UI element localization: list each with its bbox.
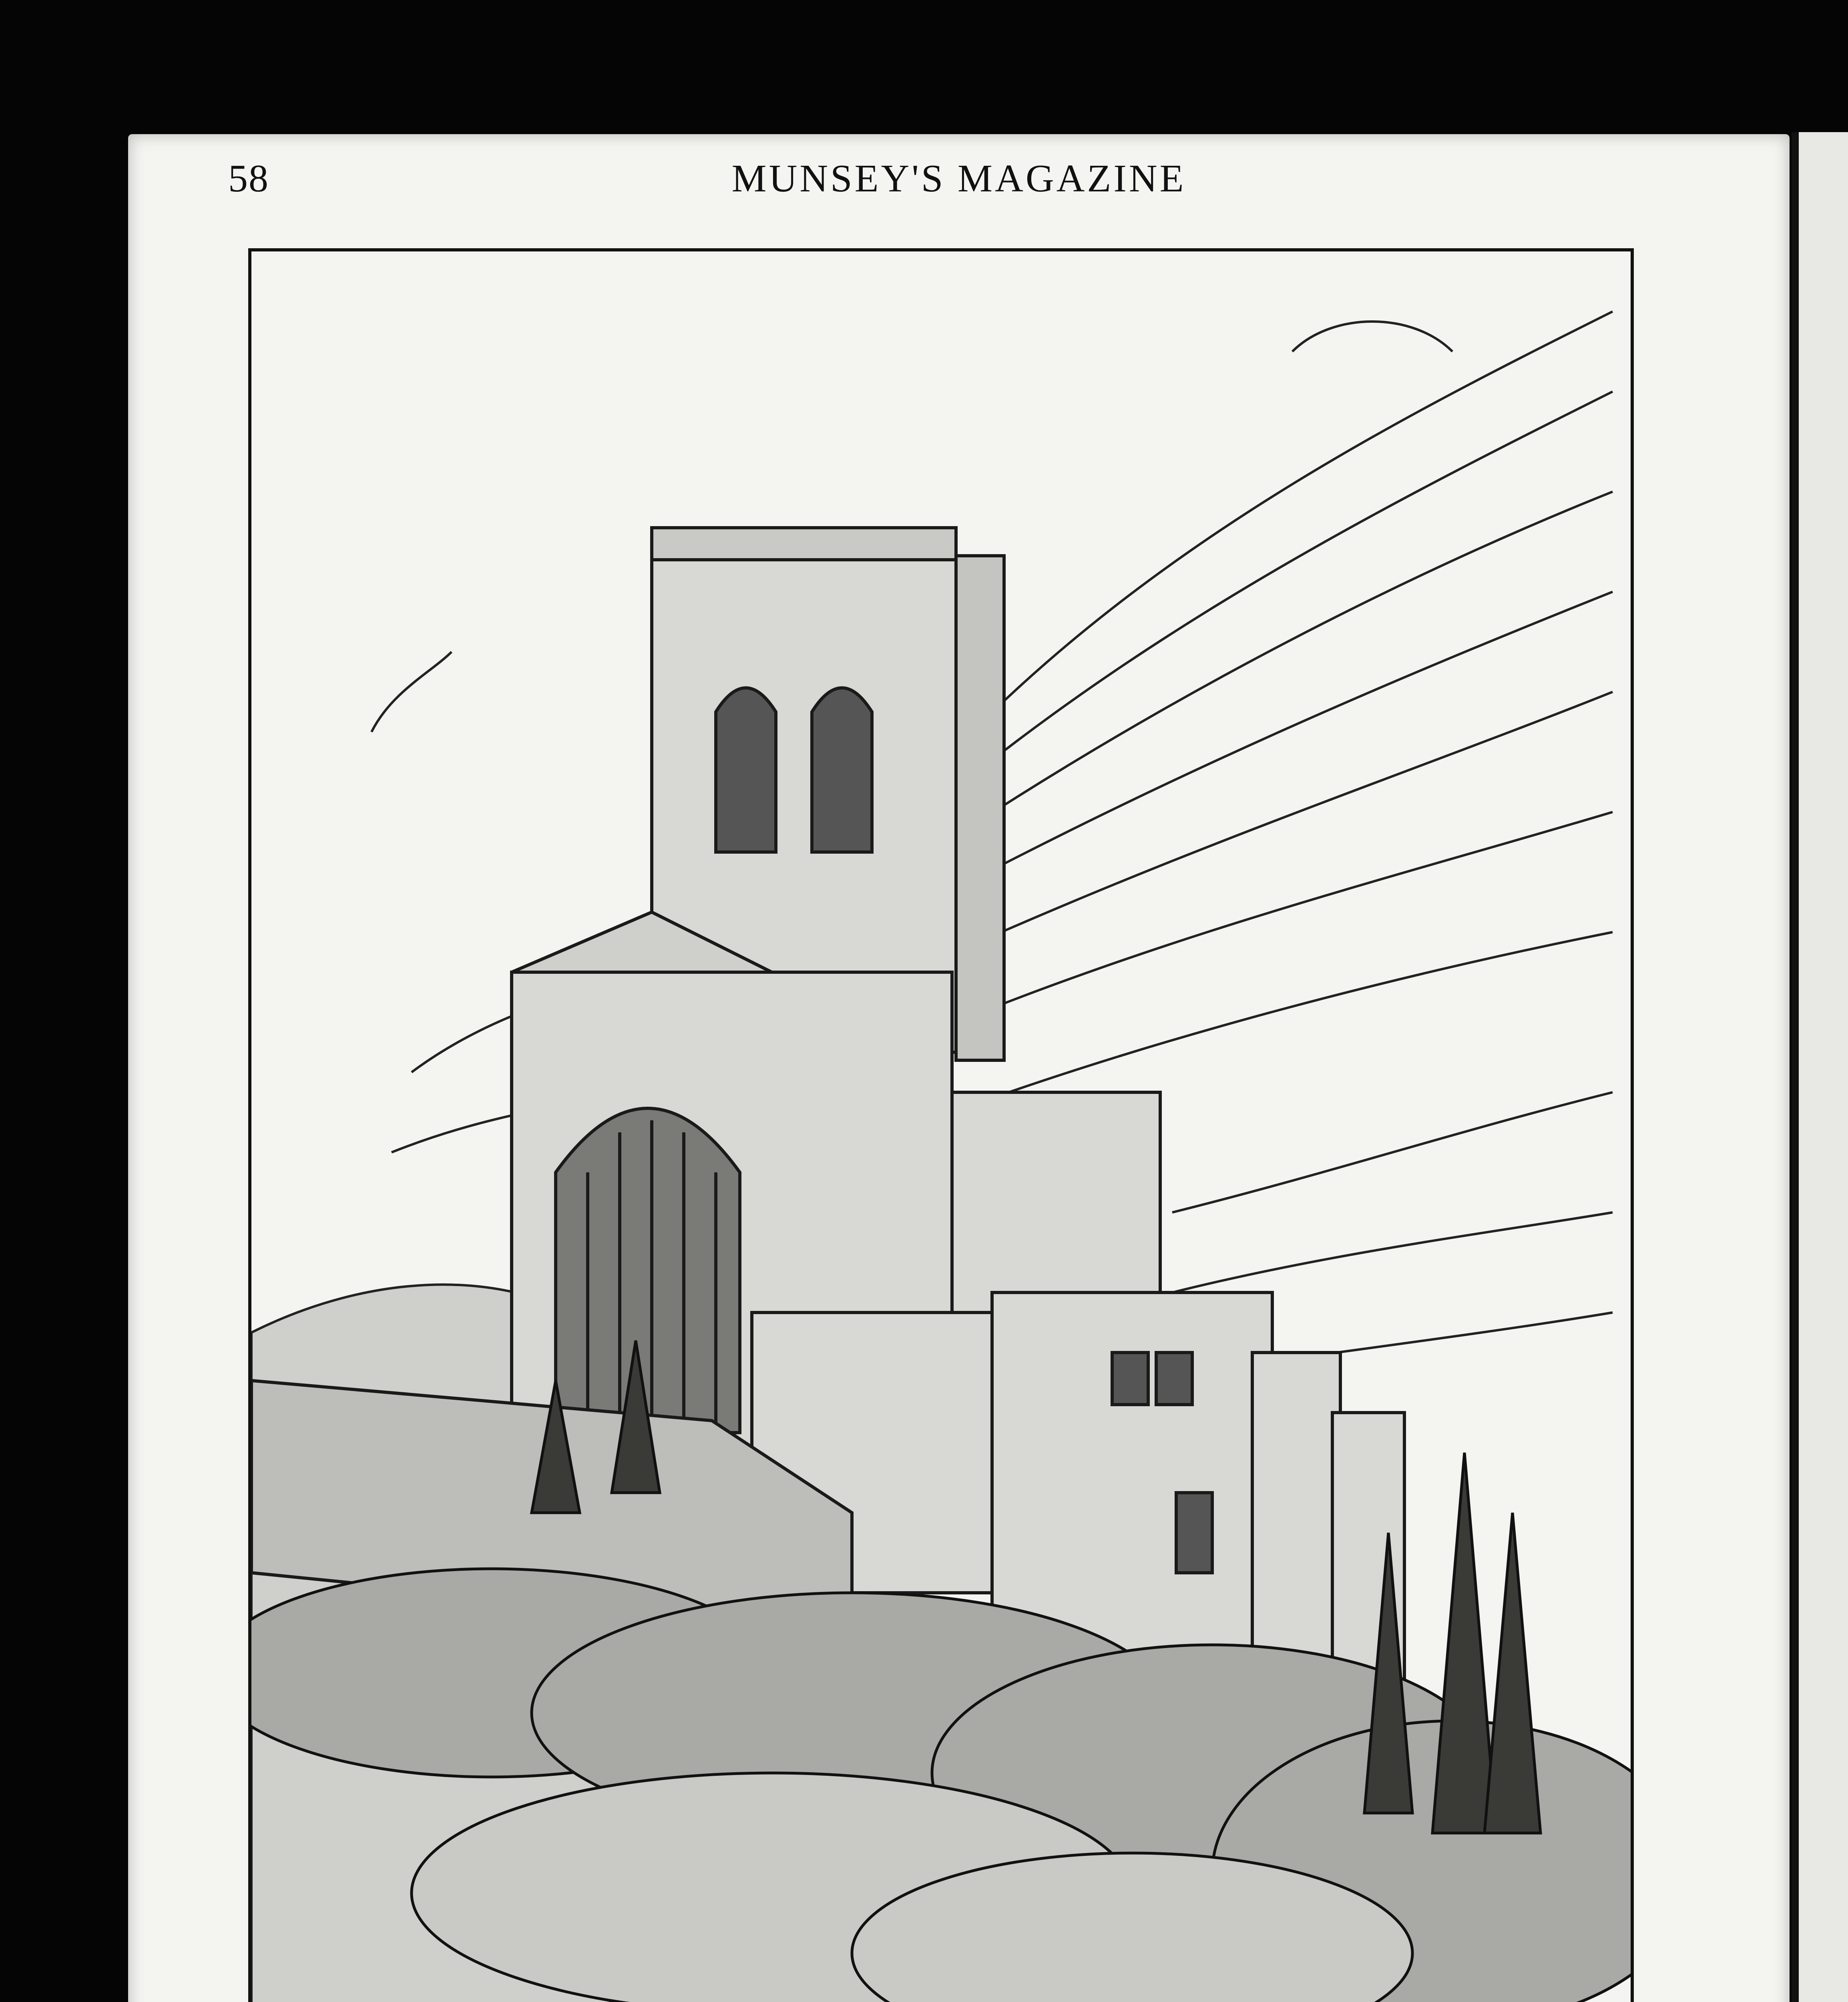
magazine-page: [128, 134, 1790, 2002]
chapel-drawing: [251, 251, 1631, 2002]
running-title: MUNSEY'S MAGAZINE: [731, 157, 1186, 200]
adjacent-page-edge: [1792, 132, 1848, 2002]
chapel-illustration: [248, 248, 1634, 2002]
page-number: 58: [228, 157, 269, 200]
